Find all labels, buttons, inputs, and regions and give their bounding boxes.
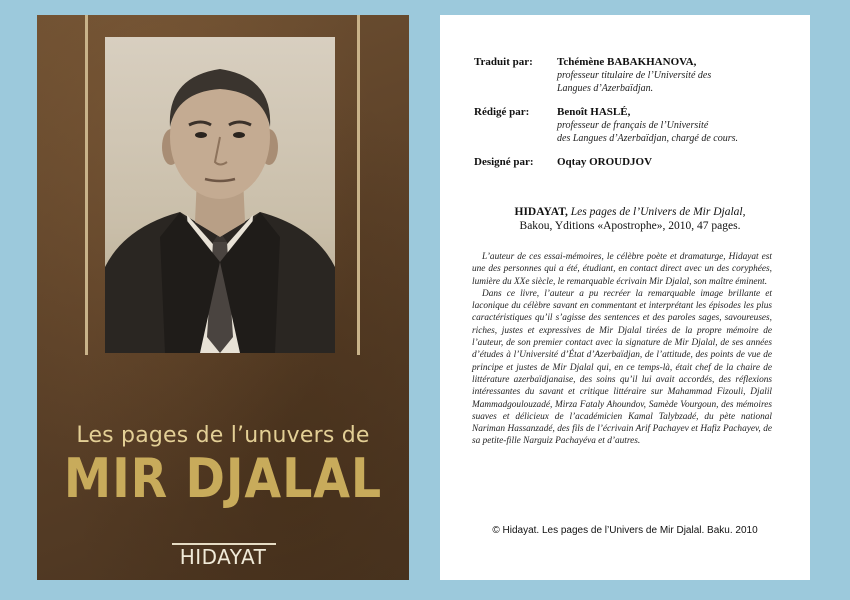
cover-frame-line-right	[357, 15, 360, 355]
abstract-paragraph: Dans ce livre, l’auteur a pu recréer la remarquable image brillante et laconique du célèbre savant en commentant et interprétant les épisodes les plus caractéristiques qu’il s’agisse des sentences et des paroles sages, savoureuses, riches, justes et expressives de Mir Djalal tirées de la propre mémoire de l’auteur, de son premier contact avec la signature de Mir Djalal, de ses années d’études à l’Université d’État d’Azerbaïdjan, de l’attitude, des points de vue de principe et justes de Mir Djalal qui, en ce temps-là, était chef de la chaire de littérature azerbaïdjanaise, des soins qu’il lui avait accordés, des réflexions intéressantes du savant et critique littéraire sur Mahammad Fizouli, Djalil Mammadgoulouzadé, Mirza Fataly Ahoundov, Samède Vourgoun, des mémoires suaves et délicieux de l’académicien Kamal Talybzadé, du pète national Nariman Hassanzadé, des fils de l’écrivain Arif Pachayev et Hafiz Pachayev, de sa petite-fille Narguiz Pachayéva et d’autres.	[472, 288, 772, 447]
book-reference	[480, 205, 780, 233]
editor-label: Rédigé par:	[474, 106, 530, 118]
editor-name: Benoît HASLÉ,	[557, 106, 631, 118]
editor-description	[557, 119, 797, 145]
translator-description	[557, 69, 797, 95]
designer-name: Oqtay OROUDJOV	[557, 156, 653, 168]
author-portrait	[105, 37, 335, 353]
imprint-page	[440, 15, 810, 580]
editor-desc-line: des Langues d’Azerbaïdjan, chargé de cours.	[557, 133, 738, 144]
reference-author: HIDAYAT,	[514, 206, 568, 218]
translator-desc-line: Langues d’Azerbaïdjan.	[557, 83, 654, 94]
book-cover	[37, 15, 409, 580]
abstract	[472, 251, 772, 448]
copyright-line: © Hidayat. Les pages de l’Univers de Mir Djalal. Baku. 2010	[492, 525, 758, 536]
reference-title: Les pages de l’Univers de Mir Djalal,	[570, 206, 746, 218]
editor-desc-line: professeur de français de l’Université	[557, 120, 709, 131]
designer-label: Designé par:	[474, 156, 534, 168]
abstract-paragraph: L’auteur de ces essai-mémoires, le célèbre poète et dramaturge, Hidayat est une des personnes qui a été, étudiant, en contact direct avec un des coryphées, lumière du XXe siècle, le remarquable écrivain Mir Djalal, son maître éminent.	[472, 252, 772, 287]
translator-desc-line: professeur titulaire de l’Université des	[557, 70, 712, 81]
reference-details: Bakou, Yditions «Apostrophe», 2010, 47 pages.	[519, 220, 741, 232]
cover-frame-line-left	[85, 15, 88, 355]
translator-name: Tchémène BABAKHANOVA,	[557, 56, 697, 68]
translator-label: Traduit par:	[474, 56, 533, 68]
cover-title: MIR DJALAL	[63, 447, 383, 510]
cover-author: HIDAYAT	[179, 545, 267, 569]
cover-subtitle: Les pages de l’unuvers de	[76, 423, 370, 448]
